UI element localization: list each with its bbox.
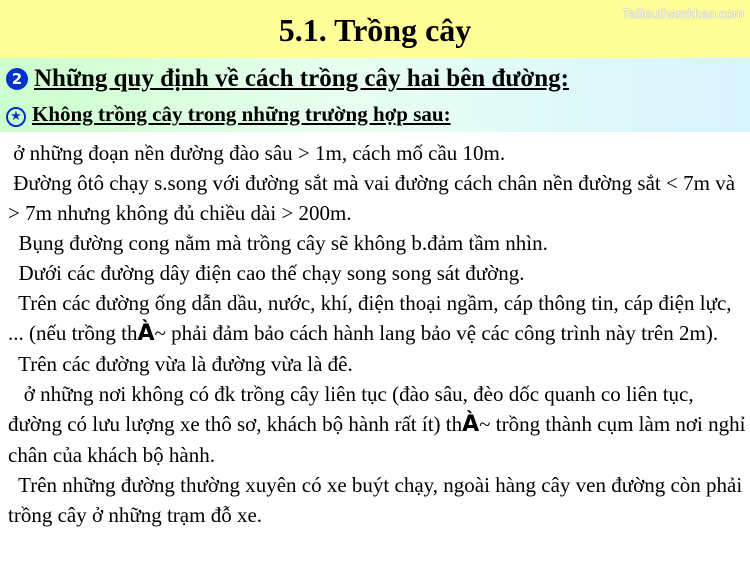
list-item: ở những đoạn nền đường đào sâu > 1m, cách mố cầu 10m. bbox=[13, 141, 506, 165]
list-item: Trên các đường ống dẫn dầu, nước, khí, điện thoại ngầm, cáp thông tin, cáp điện lực, ... (nếu trồng thÀ~ phải đảm bảo cách hành lang bảo vệ các công trình này trên 2m). bbox=[8, 291, 732, 346]
section-heading-label: Những quy định về cách trồng cây hai bên đường: bbox=[34, 65, 569, 92]
glyph-a: À bbox=[462, 412, 480, 437]
list-item: Bụng đường cong nằm mà trồng cây sẽ không b.đảm tầm nhìn. bbox=[18, 231, 548, 255]
list-item: Đường ôtô chạy s.song với đường sắt mà vai đường cách chân nền đường sắt < 7m và > 7m nhưng không đủ chiều dài > 200m. bbox=[8, 171, 736, 225]
list-item: Dưới các đường dây điện cao thế chạy song song sát đường. bbox=[18, 261, 525, 285]
list-item: Trên các đường vừa là đường vừa là đê. bbox=[18, 352, 353, 376]
glyph-a: À bbox=[137, 321, 155, 346]
sub-heading-label: Không trồng cây trong những trường hợp sau: bbox=[32, 102, 451, 126]
watermark: Tailieuthamkhao.com bbox=[621, 6, 744, 21]
star-circle-icon: ★ bbox=[6, 107, 26, 127]
slide-title: 5.1. Trồng cây bbox=[278, 12, 472, 48]
rules-list bbox=[8, 138, 746, 530]
number-two-icon: 2 bbox=[6, 68, 28, 90]
list-item: ở những nơi không có đk trồng cây liên tục (đào sâu, đèo dốc quanh co liên tục, đường có lưu lượng xe thô sơ, khách bộ hành rất ít) thÀ~ trồng thành cụm làm nơi nghỉ chân của khách bộ hành. bbox=[8, 382, 746, 467]
sub-heading bbox=[6, 99, 451, 129]
list-item: Trên những đường thường xuyên có xe buýt chạy, ngoài hàng cây ven đường còn phải trồng cây ở những trạm đỗ xe. bbox=[8, 473, 743, 527]
section-heading bbox=[6, 62, 569, 96]
